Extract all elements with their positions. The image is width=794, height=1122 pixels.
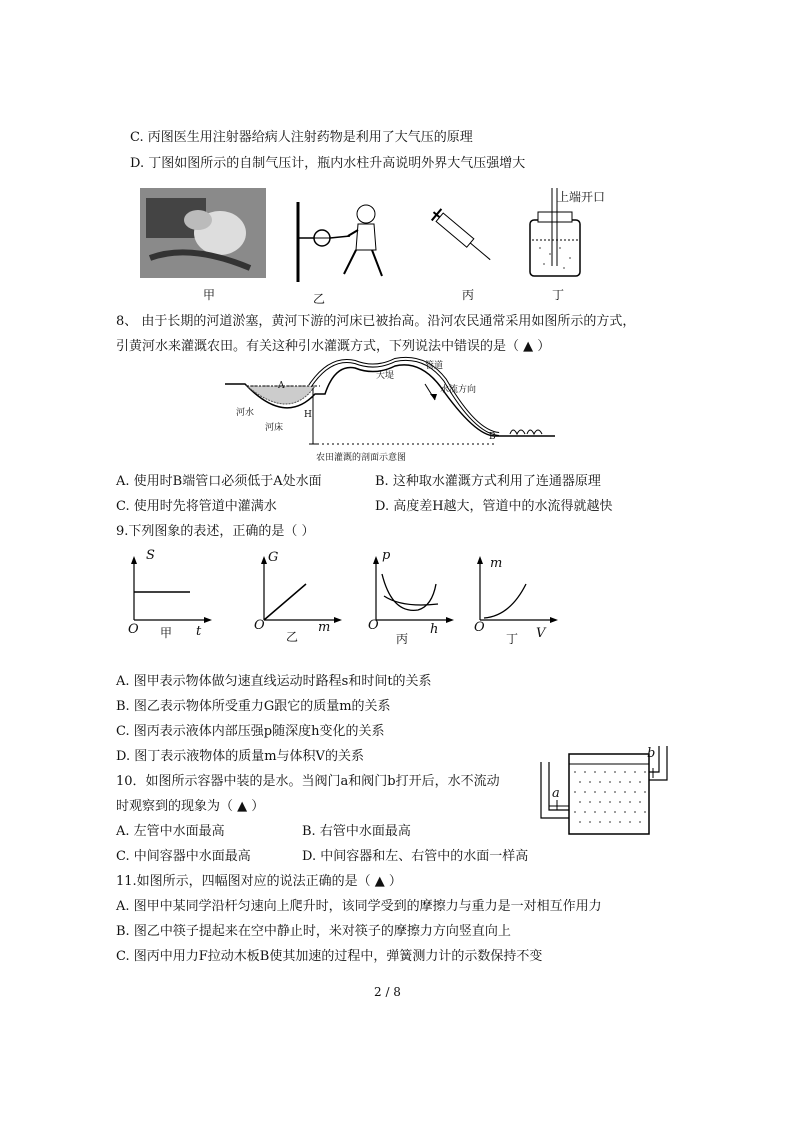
q9-stem: 9.下列图象的表述，正确的是（ ）: [116, 524, 315, 539]
diagram-flow-direction: 水流方向: [440, 385, 477, 395]
q11-option-a: A. 图甲中某同学沿杆匀速向上爬升时，该同学受到的摩擦力与重力是一对相互作用力: [116, 899, 602, 914]
fig-label-jia: 甲: [203, 288, 216, 302]
graph-yi-name: 乙: [286, 630, 299, 644]
q7-option-c: C. 丙图医生用注射器给病人注射药物是利用了大气压的原理: [130, 130, 473, 145]
fig-label-ding: 丁: [552, 288, 565, 302]
valve-a-label: a: [552, 786, 560, 801]
q11-option-c: C. 图丙中用力F拉动木板B使其加速的过程中，弹簧测力计的示数保持不变: [116, 949, 543, 964]
q11-stem: 11.如图所示，四幅图对应的说法正确的是（ ▲ ）: [116, 874, 402, 889]
diagram-river-water: 河水: [236, 408, 255, 418]
q9-option-d: D. 图丁表示液物体的质量m与体积V的关系: [116, 749, 364, 764]
q8-option-a: A. 使用时B端管口必须低于A处水面: [116, 474, 322, 489]
graph-jia-y: S: [146, 548, 155, 563]
q10-option-b: B. 右管中水面最高: [302, 824, 411, 839]
q8-stem-line2: 引黄河水来灌溉农田。有关这种引水灌溉方式，下列说法中错误的是（ ▲ ）: [116, 339, 551, 354]
diagram-dam: 大堤: [376, 371, 395, 381]
q9-option-b: B. 图乙表示物体所受重力G跟它的质量m的关系: [116, 699, 391, 714]
graph-ding-y: m: [490, 556, 503, 571]
figure-yi-boy-pulling-sucker: [292, 198, 392, 286]
q8-option-d: D. 高度差H越大，管道中的水流得就越快: [375, 499, 613, 514]
q8-stem-line1: 8、 由于长期的河道淤塞，黄河下游的河床已被抬高。沿河农民通常采用如图所示的方式，: [116, 314, 636, 329]
label-top-open: 上端开口: [557, 190, 606, 204]
valve-b-label: b: [647, 746, 656, 761]
q8-option-c: C. 使用时先将管道中灌满水: [116, 499, 277, 514]
fig-label-bing: 丙: [462, 288, 475, 302]
graph-bing-name: 丙: [396, 632, 409, 646]
q9-option-a: A. 图甲表示物体做匀速直线运动时路程s和时间t的关系: [116, 674, 432, 689]
q11-option-b: B. 图乙中筷子提起来在空中静止时，米对筷子的摩擦力方向竖直向上: [116, 924, 511, 939]
graph-jia-origin: O: [128, 622, 139, 637]
q10-stem-line1: 10．如图所示容器中装的是水。当阀门a和阀门b打开后，水不流动: [116, 774, 500, 789]
graph-yi: [250, 548, 350, 638]
graph-bing-x: h: [430, 622, 439, 637]
q8-option-b: B. 这种取水灌溉方式利用了连通器原理: [375, 474, 601, 489]
figure-jia-injection-photo: [140, 188, 270, 280]
diagram-pipe: 管道: [425, 361, 444, 371]
page-number: 2 / 8: [374, 985, 401, 999]
graph-yi-origin: O: [254, 618, 265, 633]
q7-option-d: D. 丁图如图所示的自制气压计，瓶内水柱升高说明外界大气压强增大: [130, 156, 526, 171]
fig-label-yi: 乙: [313, 292, 326, 306]
graph-ding-x: V: [536, 626, 546, 641]
diagram-river-bed: 河床: [265, 423, 284, 433]
q10-stem-line2: 时观察到的现象为（ ▲ ）: [116, 799, 265, 814]
graph-ding-origin: O: [474, 620, 485, 635]
q10-option-c: C. 中间容器中水面最高: [116, 849, 251, 864]
diagram-caption: 农田灌溉的剖面示意图: [316, 453, 407, 463]
graph-bing-y: p: [382, 548, 391, 563]
q9-option-c: C. 图丙表示液体内部压强p随深度h变化的关系: [116, 724, 385, 739]
figure-bing-syringe: [425, 205, 500, 270]
diagram-point-b: B: [489, 432, 496, 442]
graph-ding-name: 丁: [506, 632, 519, 646]
graph-yi-y: G: [268, 550, 279, 565]
diagram-height-h: H: [304, 410, 312, 420]
q10-option-d: D. 中间容器和左、右管中的水面一样高: [302, 849, 529, 864]
graph-yi-x: m: [318, 620, 331, 635]
graph-jia-name: 甲: [160, 626, 173, 640]
graph-jia-x: t: [196, 624, 202, 639]
diagram-point-a: A: [278, 381, 285, 391]
q10-option-a: A. 左管中水面最高: [116, 824, 225, 839]
graph-bing-origin: O: [368, 618, 379, 633]
